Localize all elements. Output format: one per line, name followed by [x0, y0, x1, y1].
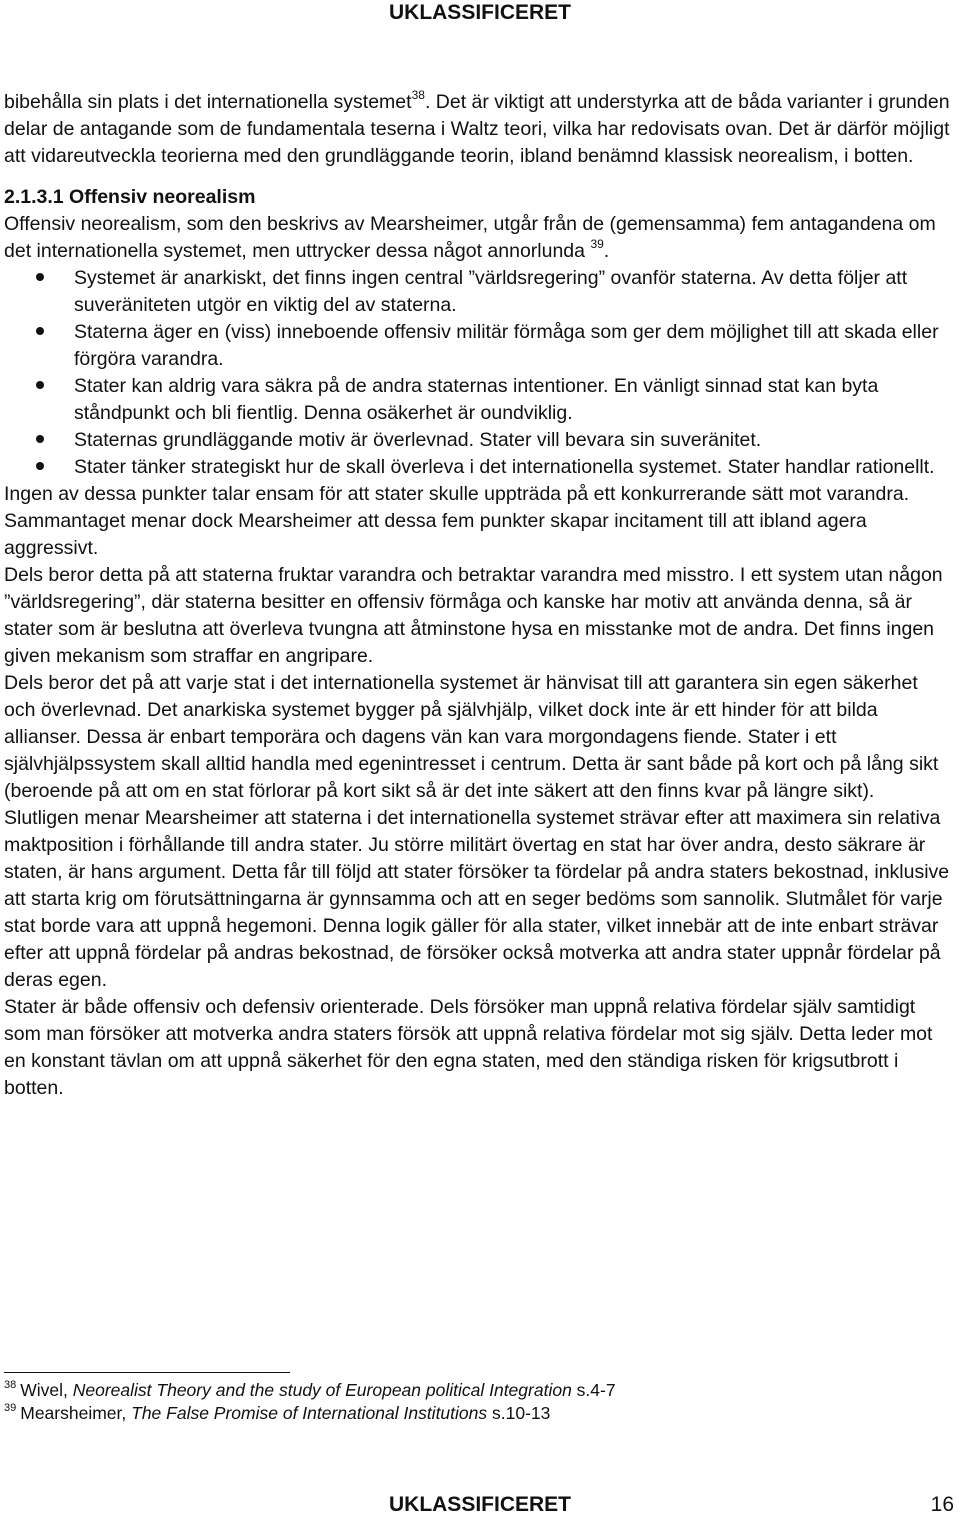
- bullet-icon: [36, 273, 44, 281]
- footnote-ref-39[interactable]: 39: [590, 236, 604, 251]
- section-heading: 2.1.3.1 Offensiv neorealism: [4, 186, 256, 208]
- classification-label: UKLASSIFICERET: [388, 1493, 571, 1516]
- footnote-ref-38[interactable]: 38: [411, 87, 425, 102]
- page-footer: [0, 1492, 960, 1520]
- body-paragraph: Ingen av dessa punkter talar ensam för att stater skulle uppträda på ett konkurrerande sätt mot varandra. Sammantaget menar dock Mearsheimer att dessa fem punkter skapar incitament till att ibland agera aggressivt.: [4, 483, 910, 559]
- page-number: 16: [930, 1493, 954, 1516]
- list-item: Stater kan aldrig vara säkra på de andra staternas intentioner. En vänligt sinnad stat kan byta ståndpunkt och bli fientlig. Denna osäkerhet är oundviklig.: [4, 373, 954, 427]
- body-paragraph: Stater är både offensiv och defensiv orienterade. Dels försöker man uppnå relativa fördelar själv samtidigt som man försöker att motverka andra staters försök att uppnå relativa fördelar mot sig själv. Detta leder mot en konstant tävlan om att uppnå säkerhet för den egna staten, med den ständiga risken för krigsutbrott i botten.: [4, 996, 933, 1099]
- assumptions-list: [4, 265, 954, 481]
- bullet-icon: [36, 381, 44, 389]
- footnote-39: $^{39}$ Mearsheimer, The False Promise of International Institutions s.10-13: [4, 1402, 551, 1423]
- footnote-divider: [4, 1372, 290, 1373]
- body-paragraph: Dels beror detta på att staterna fruktar varandra och betraktar varandra med misstro. I ett system utan någon ”världsregering”, där staterna besitter en offensiv förmåga och kanske har motiv att använda denna, så är stater som är beslutna att överleva tvungna att åtminstone hysa en misstanke mot de andra. Det finns ingen given mekanism som straffar en angripare.: [4, 564, 943, 667]
- list-item: Systemet är anarkiskt, det finns ingen central ”världsregering” ovanför staterna. Av detta följer att suveräniteten utgör en viktig del av staterna.: [4, 265, 954, 319]
- list-item: Staterna äger en (viss) inneboende offensiv militär förmåga som ger dem möjlighet till att skada eller förgöra varandra.: [4, 319, 954, 373]
- list-item: Staternas grundläggande motiv är överlevnad. Stater vill bevara sin suveränitet.: [4, 427, 954, 454]
- intro-paragraph: bibehålla sin plats i det internationella systemet$^{38}$. Det är viktigt att understyrka att de båda varianter i grunden delar de antagande som de fundamentala teserna i Waltz teori, vilka har redovisats ovan. Det är därför möjligt att vidareutveckla teorierna med den grundläggande teorin, ibland benämnd klassisk neorealism, i botten.: [4, 87, 950, 167]
- classification-label: UKLASSIFICERET: [388, 1, 571, 24]
- footnote-38: $^{38}$ Wivel, Neorealist Theory and the study of European political Integration s.4-7: [4, 1379, 616, 1400]
- cited-title: The False Promise of International Institutions: [131, 1403, 488, 1423]
- bullet-icon: [36, 462, 44, 470]
- page-header: [0, 0, 960, 28]
- bullet-icon: [36, 327, 44, 335]
- document-body: [4, 89, 954, 1102]
- section-lead-paragraph: Offensiv neorealism, som den beskrivs av Mearsheimer, utgår från de (gemensamma) fem antagandena om det internationella systemet, men uttrycker dessa något annorlunda $^{39}$.: [4, 213, 936, 262]
- bullet-icon: [36, 435, 44, 443]
- footnotes: [4, 1372, 944, 1425]
- list-item: Stater tänker strategiskt hur de skall överleva i det internationella systemet. Stater handlar rationellt.: [4, 454, 954, 481]
- body-paragraph: Slutligen menar Mearsheimer att staterna i det internationella systemet strävar efter att maximera sin relativa maktposition i förhållande till andra stater. Ju större militärt övertag en stat har över andra, desto säkrare är staten, är hans argument. Detta får till följd att stater försöker ta fördelar på andra staters bekostnad, inklusive att starta krig om förutsättningarna är gynnsamma och att en seger bedöms som sannolik. Slutmålet för varje stat borde vara att uppnå hegemoni. Denna logik gäller för alla stater, vilket innebär att de inte enbart strävar efter att uppnå fördelar på andras bekostnad, de försöker också motverka att andra stater uppnår fördelar på deras egen.: [4, 807, 950, 991]
- cited-title: Neorealist Theory and the study of European political Integration: [72, 1380, 572, 1400]
- body-paragraph: Dels beror det på att varje stat i det internationella systemet är hänvisat till att garantera sin egen säkerhet och överlevnad. Det anarkiska systemet bygger på självhjälp, vilket dock inte är ett hinder för att bilda allianser. Dessa är enbart temporära och dagens vän kan vara morgondagens fiende. Stater i ett självhjälpssystem skall alltid handla med egenintresset i centrum. Detta är sant både på kort och på lång sikt (beroende på att om en stat förlorar på kort sikt så är det inte säkert att den finns kvar på längre sikt).: [4, 672, 939, 802]
